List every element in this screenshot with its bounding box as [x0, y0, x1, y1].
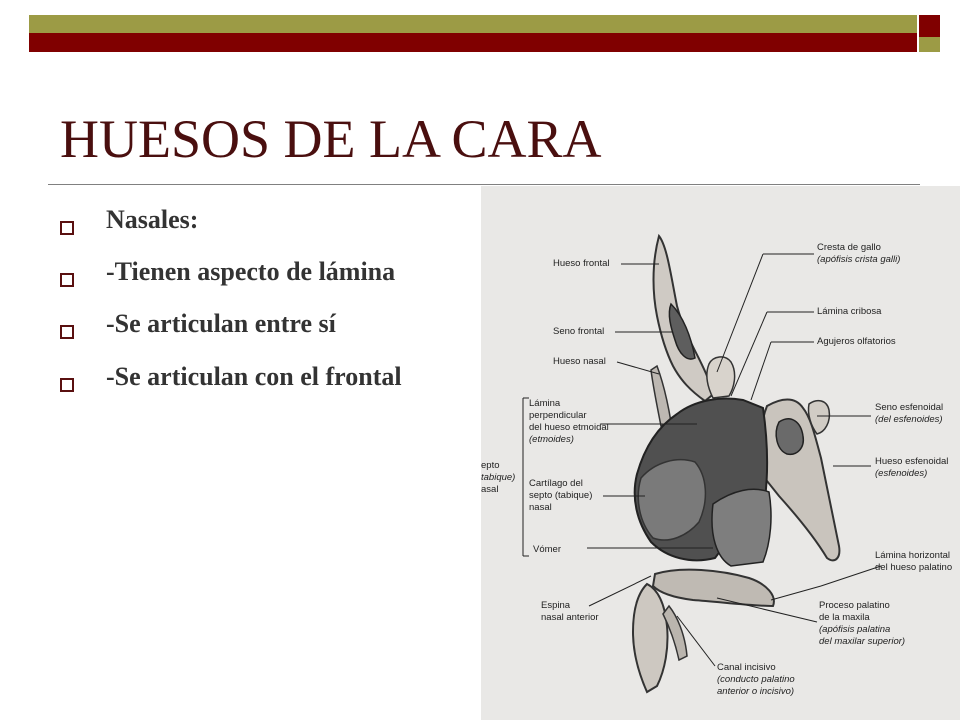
label-hueso-nasal: Hueso nasal: [553, 356, 606, 367]
label-cartilago-1: Cartílago del: [529, 478, 583, 489]
label-septo-3: asal: [481, 484, 499, 495]
label-espina-2: nasal anterior: [541, 612, 599, 623]
label-seno-esf-1: Seno esfenoidal: [875, 402, 944, 413]
bullet-text: -Tienen aspecto de lámina: [106, 257, 396, 287]
label-vomer: Vómer: [533, 544, 561, 555]
label-hueso-frontal: Hueso frontal: [553, 258, 610, 269]
label-seno-frontal: Seno frontal: [553, 326, 605, 337]
label-proceso-2: de la maxila: [819, 612, 870, 623]
label-septo-1: epto: [481, 460, 500, 471]
square-bullet-icon: [60, 221, 74, 235]
corner-square-olive: [917, 37, 940, 52]
olive-stripe: [29, 15, 917, 33]
label-agujeros: Agujeros olfatorios: [817, 336, 896, 347]
label-seno-esf-2: (del esfenoides): [875, 414, 943, 425]
square-bullet-icon: [60, 325, 74, 339]
label-hueso-esf-2: (esfenoides): [875, 468, 928, 479]
label-canal-2: (conducto palatino: [717, 674, 795, 685]
label-proceso-3: (apófisis palatina: [819, 624, 891, 635]
maroon-stripe: [29, 33, 917, 52]
vomer-shape: [712, 489, 771, 566]
label-proceso-1: Proceso palatino: [819, 600, 890, 611]
square-bullet-icon: [60, 378, 74, 392]
label-proceso-4: del maxilar superior): [819, 636, 906, 647]
title-rule: [48, 184, 920, 185]
label-canal-3: anterior o incisivo): [717, 686, 795, 697]
nasal-bone-shape: [651, 366, 671, 426]
bullet-item: [60, 256, 450, 288]
label-cartilago-2: septo (tabique): [529, 490, 593, 501]
bullet-list: [60, 204, 450, 413]
label-lamina-3: del hueso etmoidal: [529, 422, 609, 433]
corner-square-maroon: [917, 15, 940, 37]
anatomy-illustration: [481, 186, 960, 720]
maxilla-shape: [633, 584, 668, 692]
label-septo-2: tabique): [481, 472, 516, 483]
bullet-item: [60, 204, 450, 236]
slide-title: HUESOS DE LA CARA: [60, 109, 602, 169]
label-lamina-2: perpendicular: [529, 410, 587, 421]
label-lamina-hor-1: Lámina horizontal: [875, 550, 950, 561]
corner-separator: [917, 15, 919, 52]
bullet-item: [60, 308, 450, 340]
label-lamina-4: (etmoides): [529, 434, 574, 445]
top-decoration-bar: [29, 15, 940, 52]
label-cartilago-3: nasal: [529, 502, 552, 513]
label-lamina-cribosa: Lámina cribosa: [817, 306, 882, 317]
palatine-process-shape: [653, 570, 774, 606]
label-espina-1: Espina: [541, 600, 571, 611]
label-cresta-1: Cresta de gallo: [817, 242, 881, 253]
label-canal-1: Canal incisivo: [717, 662, 776, 673]
label-cresta-2: (apófisis crista galli): [817, 254, 901, 265]
bullet-item: [60, 361, 450, 393]
bullet-text: Nasales:: [106, 205, 199, 234]
bullet-text: -Se articulan entre sí: [106, 309, 336, 339]
sphenoid-sinus-shape: [776, 419, 803, 454]
label-hueso-esf-1: Hueso esfenoidal: [875, 456, 949, 467]
nasal-septum-figure: [481, 186, 960, 720]
bullet-text: -Se articulan con el frontal: [106, 361, 402, 391]
label-lamina-1: Lámina: [529, 398, 561, 409]
square-bullet-icon: [60, 273, 74, 287]
label-lamina-hor-2: del hueso palatino: [875, 562, 953, 573]
